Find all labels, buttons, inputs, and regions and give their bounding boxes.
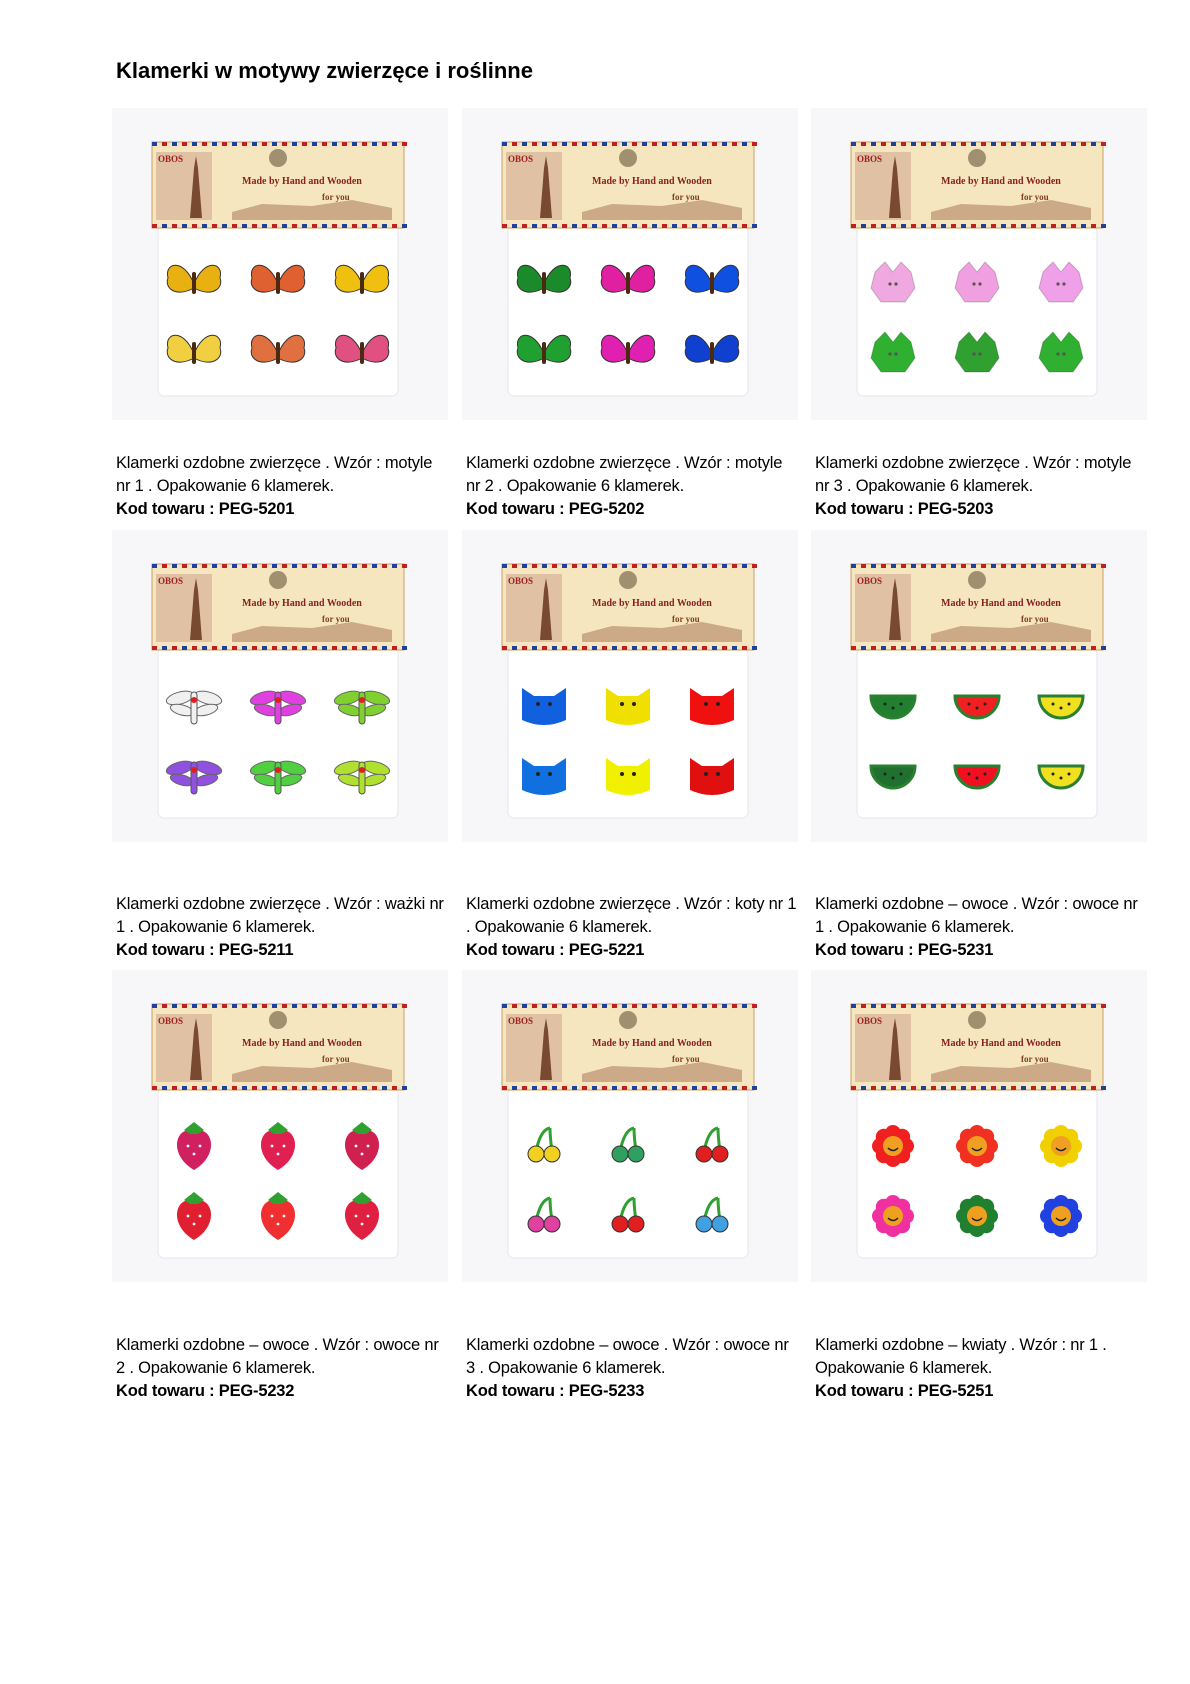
product-photo — [811, 108, 1147, 420]
product-description — [815, 893, 1147, 962]
product-photo — [112, 970, 448, 1282]
package-header-card — [851, 564, 1106, 650]
product-photo — [462, 108, 798, 420]
product-code: Kod towaru : PEG-5203 — [815, 500, 994, 518]
clothespin-flower-icon — [956, 1195, 998, 1237]
product-photo — [462, 970, 798, 1282]
product-text: Klamerki ozdobne – kwiaty . Wzór : nr 1 . Opakowanie 6 klamerek. — [815, 1336, 1107, 1377]
package-brand-label: OBOS — [158, 154, 184, 164]
package-tag-label: for you — [672, 614, 700, 624]
package-made-label: Made by Hand and Wooden — [242, 1038, 362, 1049]
package-tag-label: for you — [1021, 1054, 1049, 1064]
page-title: Klamerki w motywy zwierzęce i roślinne — [116, 58, 533, 83]
package-made-label: Made by Hand and Wooden — [592, 176, 712, 187]
package-tag-label: for you — [1021, 192, 1049, 202]
package-brand-label: OBOS — [857, 1016, 883, 1026]
package-brand-label: OBOS — [508, 154, 534, 164]
product-text: Klamerki ozdobne zwierzęce . Wzór : motyle nr 3 . Opakowanie 6 klamerek. — [815, 454, 1132, 495]
clothespin-flower-icon — [872, 1125, 914, 1167]
product-code: Kod towaru : PEG-5231 — [815, 941, 994, 959]
product-description — [116, 893, 448, 962]
package-header-card — [152, 1004, 407, 1090]
package-header-card — [851, 142, 1106, 228]
package-brand-label: OBOS — [158, 576, 184, 586]
package-brand-label: OBOS — [857, 154, 883, 164]
package-tag-label: for you — [322, 614, 350, 624]
product-text: Klamerki ozdobne – owoce . Wzór : owoce nr 3 . Opakowanie 6 klamerek. — [466, 1336, 789, 1377]
package-made-label: Made by Hand and Wooden — [941, 1038, 1061, 1049]
product-photo — [112, 530, 448, 842]
clothespin-flower-icon — [872, 1195, 914, 1237]
product-description — [466, 1334, 798, 1403]
package-tag-label: for you — [672, 1054, 700, 1064]
package-made-label: Made by Hand and Wooden — [941, 176, 1061, 187]
package-tag-label: for you — [672, 192, 700, 202]
clothespin-flower-icon — [956, 1125, 998, 1167]
product-code: Kod towaru : PEG-5232 — [116, 1382, 295, 1400]
product-text: Klamerki ozdobne zwierzęce . Wzór : motyle nr 2 . Opakowanie 6 klamerek. — [466, 454, 783, 495]
product-photo — [462, 530, 798, 842]
package-tag-label: for you — [1021, 614, 1049, 624]
product-code: Kod towaru : PEG-5201 — [116, 500, 295, 518]
package-made-label: Made by Hand and Wooden — [242, 176, 362, 187]
product-photo — [112, 108, 448, 420]
product-code: Kod towaru : PEG-5202 — [466, 500, 645, 518]
package-header-card — [502, 564, 757, 650]
package-made-label: Made by Hand and Wooden — [592, 1038, 712, 1049]
package-tag-label: for you — [322, 192, 350, 202]
product-code: Kod towaru : PEG-5251 — [815, 1382, 994, 1400]
product-description — [116, 452, 448, 521]
product-code: Kod towaru : PEG-5233 — [466, 1382, 645, 1400]
package-brand-label: OBOS — [508, 576, 534, 586]
product-description — [815, 1334, 1147, 1403]
product-description — [815, 452, 1147, 521]
package-header-card — [502, 1004, 757, 1090]
package-tag-label: for you — [322, 1054, 350, 1064]
product-text: Klamerki ozdobne zwierzęce . Wzór : motyle nr 1 . Opakowanie 6 klamerek. — [116, 454, 433, 495]
package-made-label: Made by Hand and Wooden — [592, 598, 712, 609]
package-brand-label: OBOS — [508, 1016, 534, 1026]
product-text: Klamerki ozdobne – owoce . Wzór : owoce nr 2 . Opakowanie 6 klamerek. — [116, 1336, 439, 1377]
package-header-card — [851, 1004, 1106, 1090]
package-made-label: Made by Hand and Wooden — [941, 598, 1061, 609]
package-brand-label: OBOS — [857, 576, 883, 586]
product-description — [466, 452, 798, 521]
package-brand-label: OBOS — [158, 1016, 184, 1026]
product-code: Kod towaru : PEG-5211 — [116, 941, 294, 959]
product-text: Klamerki ozdobne – owoce . Wzór : owoce nr 1 . Opakowanie 6 klamerek. — [815, 895, 1138, 936]
product-photo — [811, 530, 1147, 842]
product-description — [466, 893, 798, 962]
package-made-label: Made by Hand and Wooden — [242, 598, 362, 609]
product-code: Kod towaru : PEG-5221 — [466, 941, 645, 959]
product-text: Klamerki ozdobne zwierzęce . Wzór : koty nr 1 . Opakowanie 6 klamerek. — [466, 895, 797, 936]
package-header-card — [152, 142, 407, 228]
product-text: Klamerki ozdobne zwierzęce . Wzór : ważki nr 1 . Opakowanie 6 klamerek. — [116, 895, 444, 936]
package-header-card — [502, 142, 757, 228]
product-photo — [811, 970, 1147, 1282]
clothespin-flower-icon — [1040, 1195, 1082, 1237]
package-header-card — [152, 564, 407, 650]
product-description — [116, 1334, 448, 1403]
clothespin-flower-icon — [1040, 1125, 1082, 1167]
